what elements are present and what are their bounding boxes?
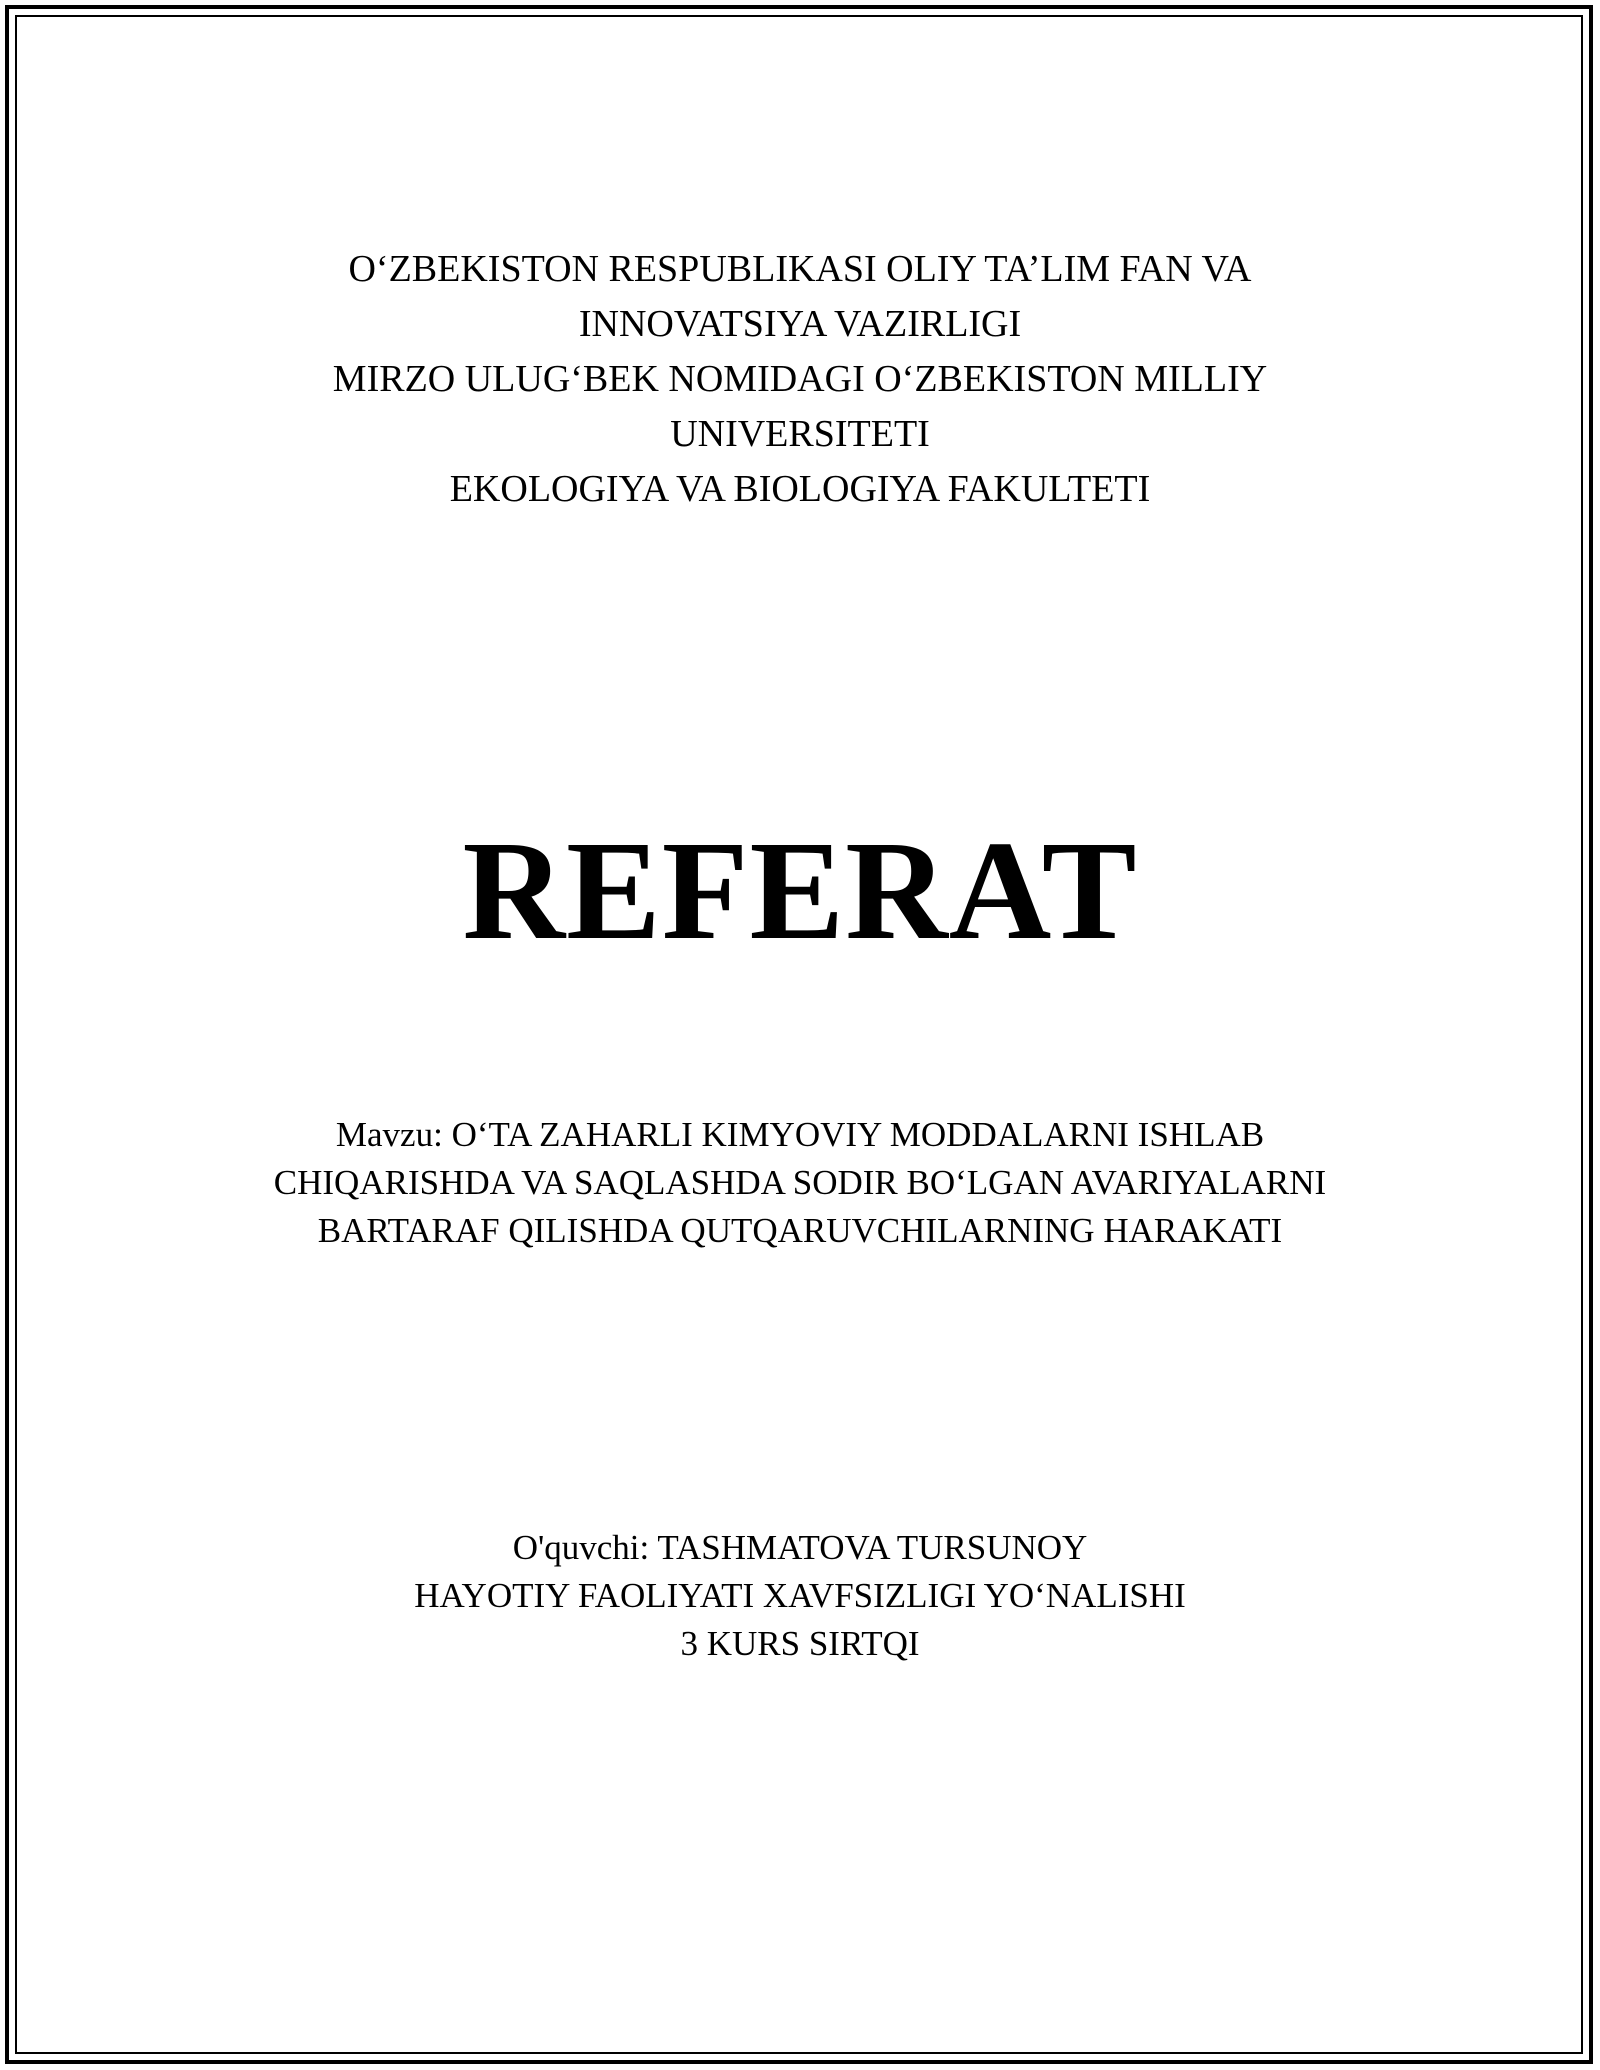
header-line: UNIVERSITETI: [670, 413, 930, 455]
topic-line: BARTARAF QILISHDA QUTQARUVCHILARNING HARAKATI: [317, 1211, 1283, 1250]
header-line: MIRZO ULUG‘BEK NOMIDAGI O‘ZBEKISTON MILLIY: [332, 358, 1268, 400]
institution-header: [0, 242, 1600, 517]
header-line: INNOVATSIYA VAZIRLIGI: [578, 303, 1022, 345]
topic-line: CHIQARISHDA VA SAQLASHDA SODIR BO‘LGAN AVARIYALARNI: [273, 1163, 1327, 1202]
student-line: 3 KURS SIRTQI: [680, 1624, 920, 1663]
student-info: [0, 1524, 1600, 1668]
student-line: HAYOTIY FAOLIYATI XAVFSIZLIGI YO‘NALISHI: [414, 1576, 1186, 1615]
student-line: O'quvchi: TASHMATOVA TURSUNOY: [512, 1528, 1088, 1567]
document-title: REFERAT: [462, 811, 1138, 969]
topic-block: [0, 1111, 1600, 1255]
header-line: O‘ZBEKISTON RESPUBLIKASI OLIY TA’LIM FAN VA: [348, 248, 1252, 290]
header-line: EKOLOGIYA VA BIOLOGIYA FAKULTETI: [449, 468, 1151, 510]
topic-line: Mavzu: O‘TA ZAHARLI KIMYOVIY MODDALARNI ISHLAB: [335, 1115, 1265, 1154]
